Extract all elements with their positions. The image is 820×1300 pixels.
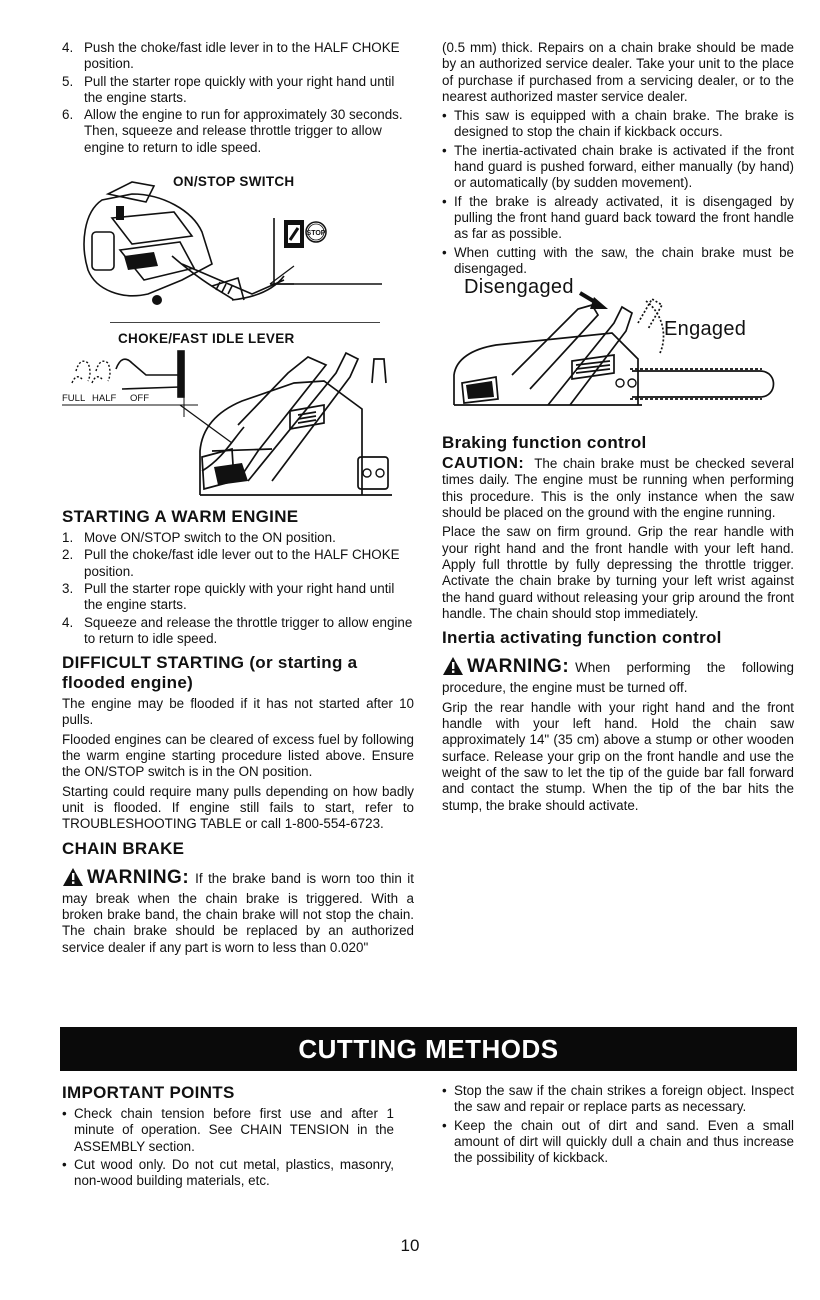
list-item bbox=[62, 581, 414, 614]
caution-label: CAUTION: bbox=[442, 455, 525, 473]
figure-divider bbox=[110, 322, 380, 323]
list-item bbox=[62, 74, 414, 107]
left-column bbox=[62, 40, 414, 959]
engaged-label: Engaged bbox=[664, 318, 747, 341]
step-text: Push the choke/fast idle lever in to the HALF CHOKE position. bbox=[84, 40, 400, 72]
list-item bbox=[62, 40, 414, 73]
disengaged-label: Disengaged bbox=[464, 276, 574, 299]
choke-pos-full: FULL bbox=[62, 393, 86, 405]
chain-brake-illustration bbox=[442, 276, 794, 427]
choke-pos-off: OFF bbox=[130, 393, 149, 405]
choke-lever bbox=[116, 351, 184, 397]
warning-text: If the brake band is worn too thin it may break when the chain brake is triggered. With a broken brake band, the chain brake will not stop the chain. The chain brake should be replaced by an authorized service dealer if any part is worn to less than 0.020" bbox=[62, 870, 414, 955]
step-text: Squeeze and release the throttle trigger to allow engine to return to idle speed. bbox=[84, 614, 413, 646]
list-item: • Keep the chain out of dirt and sand. Even a small amount of dirt will quickly dull a chain and thus increase the possibility of kickback. bbox=[442, 1118, 794, 1167]
list-item: • This saw is equipped with a chain brake. The brake is designed to stop the chain if kickback occurs. bbox=[442, 108, 794, 141]
important-points-left bbox=[62, 1083, 394, 1191]
step-number: 3. bbox=[62, 580, 74, 596]
paragraph: (0.5 mm) thick. Repairs on a chain brake should be made by an authorized service dealer. Take your unit to the place of purchase if purchased from a servicing dealer, or to the nearest authorized master service dealer. bbox=[442, 40, 794, 104]
step-number: 5. bbox=[62, 73, 74, 89]
paragraph: Flooded engines can be cleared of excess fuel by following the warm engine starting procedure listed above. Ensure the ON/STOP switch is in the ON position. bbox=[62, 731, 414, 780]
warm-engine-heading: STARTING A WARM ENGINE bbox=[62, 507, 299, 527]
list-item bbox=[62, 530, 414, 546]
paragraph: Grip the rear handle with your right hand and the front handle with your left hand. Hold the chain saw approximately 14" (35 cm) above a stump or other wooden surface. Release your grip on the front handle and use the weight of the saw to let the tip of the guide bar fall forward and contact the stump. When the tip of the bar hits the stump, the brake should activate. bbox=[442, 699, 794, 813]
step-number: 1. bbox=[62, 530, 74, 546]
list-item: • Stop the saw if the chain strikes a foreign object. Inspect the saw and repair or replace parts as necessary. bbox=[442, 1083, 794, 1116]
stop-icon bbox=[306, 222, 326, 242]
step-number: 2. bbox=[62, 547, 74, 563]
paragraph: The engine may be flooded if it has not started after 10 pulls. bbox=[62, 696, 414, 728]
choke-lever-figure bbox=[62, 331, 414, 499]
step-number: 4. bbox=[62, 40, 74, 55]
warning-text: When performing the following procedure, the engine must be turned off. bbox=[442, 660, 794, 696]
important-points-list bbox=[442, 1083, 794, 1166]
step-text: Pull the starter rope quickly with your right hand until the engine starts. bbox=[84, 73, 395, 105]
important-points-list bbox=[62, 1106, 394, 1189]
stop-text: STOP bbox=[306, 230, 326, 238]
list-item: • The inertia-activated chain brake is activated if the front hand guard is pushed forward, either manually (by hand) or automatically (by sudden movement). bbox=[442, 143, 794, 192]
inertia-function-heading: Inertia activating function control bbox=[442, 628, 722, 648]
list-item bbox=[62, 107, 414, 156]
on-stop-switch-figure bbox=[62, 172, 414, 320]
warning-label: WARNING: bbox=[87, 866, 190, 888]
list-item: • When cutting with the saw, the chain brake must be disengaged. bbox=[442, 245, 794, 278]
choke-position-marks bbox=[72, 361, 110, 383]
braking-caution bbox=[442, 456, 794, 521]
paragraph: Starting could require many pulls depending on how badly unit is flooded. If engine still fails to start, refer to TROUBLESHOOTING TABLE or call 1-800-554-6723. bbox=[62, 783, 414, 832]
warning-label: WARNING: bbox=[467, 656, 570, 678]
starting-steps-continued bbox=[62, 40, 414, 156]
important-points-right bbox=[442, 1083, 794, 1168]
important-points-heading: IMPORTANT POINTS bbox=[62, 1083, 235, 1102]
step-text: Move ON/STOP switch to the ON position. bbox=[84, 530, 336, 546]
chain-brake-bullets bbox=[442, 108, 794, 277]
figure-label: CHOKE/FAST IDLE LEVER bbox=[118, 331, 295, 347]
difficult-starting-heading: DIFFICULT STARTING (or starting a flooded engine) bbox=[62, 653, 358, 693]
step-text: Pull the starter rope quickly with your right hand until the engine starts. bbox=[84, 580, 395, 613]
braking-function-heading: Braking function control bbox=[442, 433, 647, 453]
chain-brake-heading: CHAIN BRAKE bbox=[62, 838, 185, 858]
page-number: 10 bbox=[400, 1236, 420, 1255]
inertia-warning bbox=[442, 656, 794, 697]
caution-text: The chain brake must be checked several times daily. The engine must be running when performing this procedure. This is the only instance when the saw should be placed on the ground with the engine running. bbox=[442, 456, 794, 521]
list-item: • Check chain tension before first use and after 1 minute of operation. See CHAIN TENSION in the ASSEMBLY section. bbox=[62, 1106, 394, 1155]
choke-pos-half: HALF bbox=[92, 393, 117, 405]
warning-triangle-icon bbox=[442, 656, 464, 680]
chain-brake-warning bbox=[62, 867, 414, 956]
warm-engine-steps bbox=[62, 530, 414, 647]
list-item: • If the brake is already activated, it is disengaged by pulling the front hand guard back toward the front handle as far as possible. bbox=[442, 194, 794, 243]
chainsaw-engine-illustration bbox=[62, 172, 402, 320]
right-column bbox=[442, 40, 794, 817]
chain-brake-figure bbox=[442, 276, 794, 427]
step-text: Pull the choke/fast idle lever out to the HALF CHOKE position. bbox=[84, 547, 400, 579]
step-text: Allow the engine to run for approximately 30 seconds. Then, squeeze and release throttle trigger to allow engine to return to idle speed. bbox=[84, 107, 403, 155]
figure-label: ON/STOP SWITCH bbox=[173, 174, 295, 190]
list-item bbox=[62, 615, 414, 648]
list-item bbox=[62, 547, 414, 580]
step-number: 6. bbox=[62, 107, 74, 123]
cutting-methods-banner: CUTTING METHODS bbox=[60, 1027, 797, 1071]
list-item: • Cut wood only. Do not cut metal, plastics, masonry, non-wood building materials, etc. bbox=[62, 1157, 394, 1190]
paragraph: Place the saw on firm ground. Grip the rear handle with your right hand and the front handle with your left hand. Apply full throttle by fully depressing the throttle trigger. Activate the chain brake by turning your left wrist against the hand guard without releasing your grip around the front handle. The chain should stop immediately. bbox=[442, 524, 794, 621]
step-number: 4. bbox=[62, 614, 74, 630]
warning-triangle-icon bbox=[62, 867, 84, 891]
choke-lever-illustration bbox=[62, 331, 402, 499]
